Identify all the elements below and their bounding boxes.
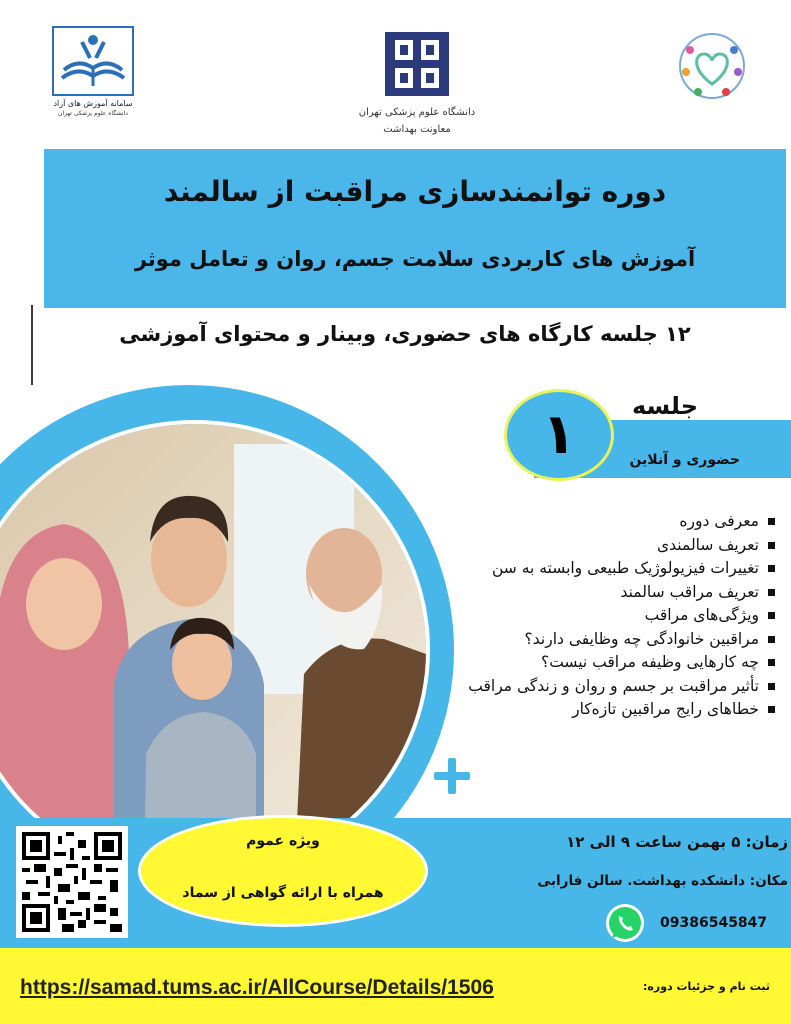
bullet-icon [768, 683, 775, 690]
book-icon [54, 28, 132, 94]
bullet-icon [768, 659, 775, 666]
list-item: معرفی دوره [430, 510, 775, 534]
list-item: خطاهای رایج مراقبین تازه‌کار [430, 698, 775, 722]
session-label: جلسه [631, 392, 699, 420]
open-education-logo [52, 26, 134, 96]
sessions-summary: ۱۲ جلسه کارگاه های حضوری، وبینار و محتوای آموزشی [119, 322, 691, 346]
audience-title: ویژه عموم [246, 833, 320, 849]
course-title: دوره توانمندسازی مراقبت از سالمند [163, 175, 667, 208]
bullet-icon [768, 636, 775, 643]
qr-code[interactable] [16, 826, 128, 938]
divider [31, 305, 33, 385]
course-subtitle: آموزش های کاربردی سلامت جسم، روان و تعامل موثر [134, 247, 696, 271]
plus-icon [432, 756, 472, 796]
event-place: مکان: دانشکده بهداشت. سالن فارابی [537, 873, 788, 889]
list-item: تغییرات فیزیولوژیک طبیعی وابسته به سن [430, 557, 775, 581]
left-logo-subcaption: دانشگاه علوم پزشکی تهران [58, 110, 128, 117]
course-details-link[interactable]: https://samad.tums.ac.ir/AllCourse/Details/1506 [20, 976, 494, 999]
audience-oval [138, 815, 428, 927]
phone-number[interactable]: 09386545847 [660, 915, 768, 931]
bullet-icon [768, 612, 775, 619]
family-illustration [0, 424, 426, 876]
whatsapp-icon[interactable] [604, 902, 646, 944]
topics-list [430, 510, 775, 722]
list-item: ویژگی‌های مراقب [430, 604, 775, 628]
heart-people-icon [672, 26, 752, 106]
list-item: تعریف سالمندی [430, 534, 775, 558]
department-name: معاونت بهداشت [383, 124, 451, 135]
title-banner [44, 149, 786, 308]
certificate-note: همراه با ارائه گواهی از سماد [182, 885, 384, 901]
event-time: زمان: ۵ بهمن ساعت ۹ الی ۱۲ [566, 833, 788, 851]
bullet-icon [768, 565, 775, 572]
bullet-icon [768, 589, 775, 596]
register-label: ثبت نام و جزئیات دوره: [642, 980, 770, 993]
mehr-pishegan-logo [672, 26, 752, 106]
bullet-icon [768, 518, 775, 525]
session-number: ۱ [541, 402, 577, 467]
list-item: تأثیر مراقبت بر جسم و روان و زندگی مراقب [430, 675, 775, 699]
tums-logo [383, 30, 451, 98]
left-logo-caption: سامانه آموزش های آزاد [53, 99, 133, 108]
session-mode: حضوری و آنلاین [629, 452, 740, 468]
bullet-icon [768, 706, 775, 713]
bullet-icon [768, 542, 775, 549]
list-item: چه کارهایی وظیفه مراقب نیست؟ [430, 651, 775, 675]
university-emblem-icon [383, 30, 451, 98]
university-name: دانشگاه علوم پزشکی تهران [358, 107, 476, 118]
qr-code-icon [22, 832, 122, 932]
list-item: مراقبین خانوادگی چه وظایفی دارند؟ [430, 628, 775, 652]
list-item: تعریف مراقب سالمند [430, 581, 775, 605]
